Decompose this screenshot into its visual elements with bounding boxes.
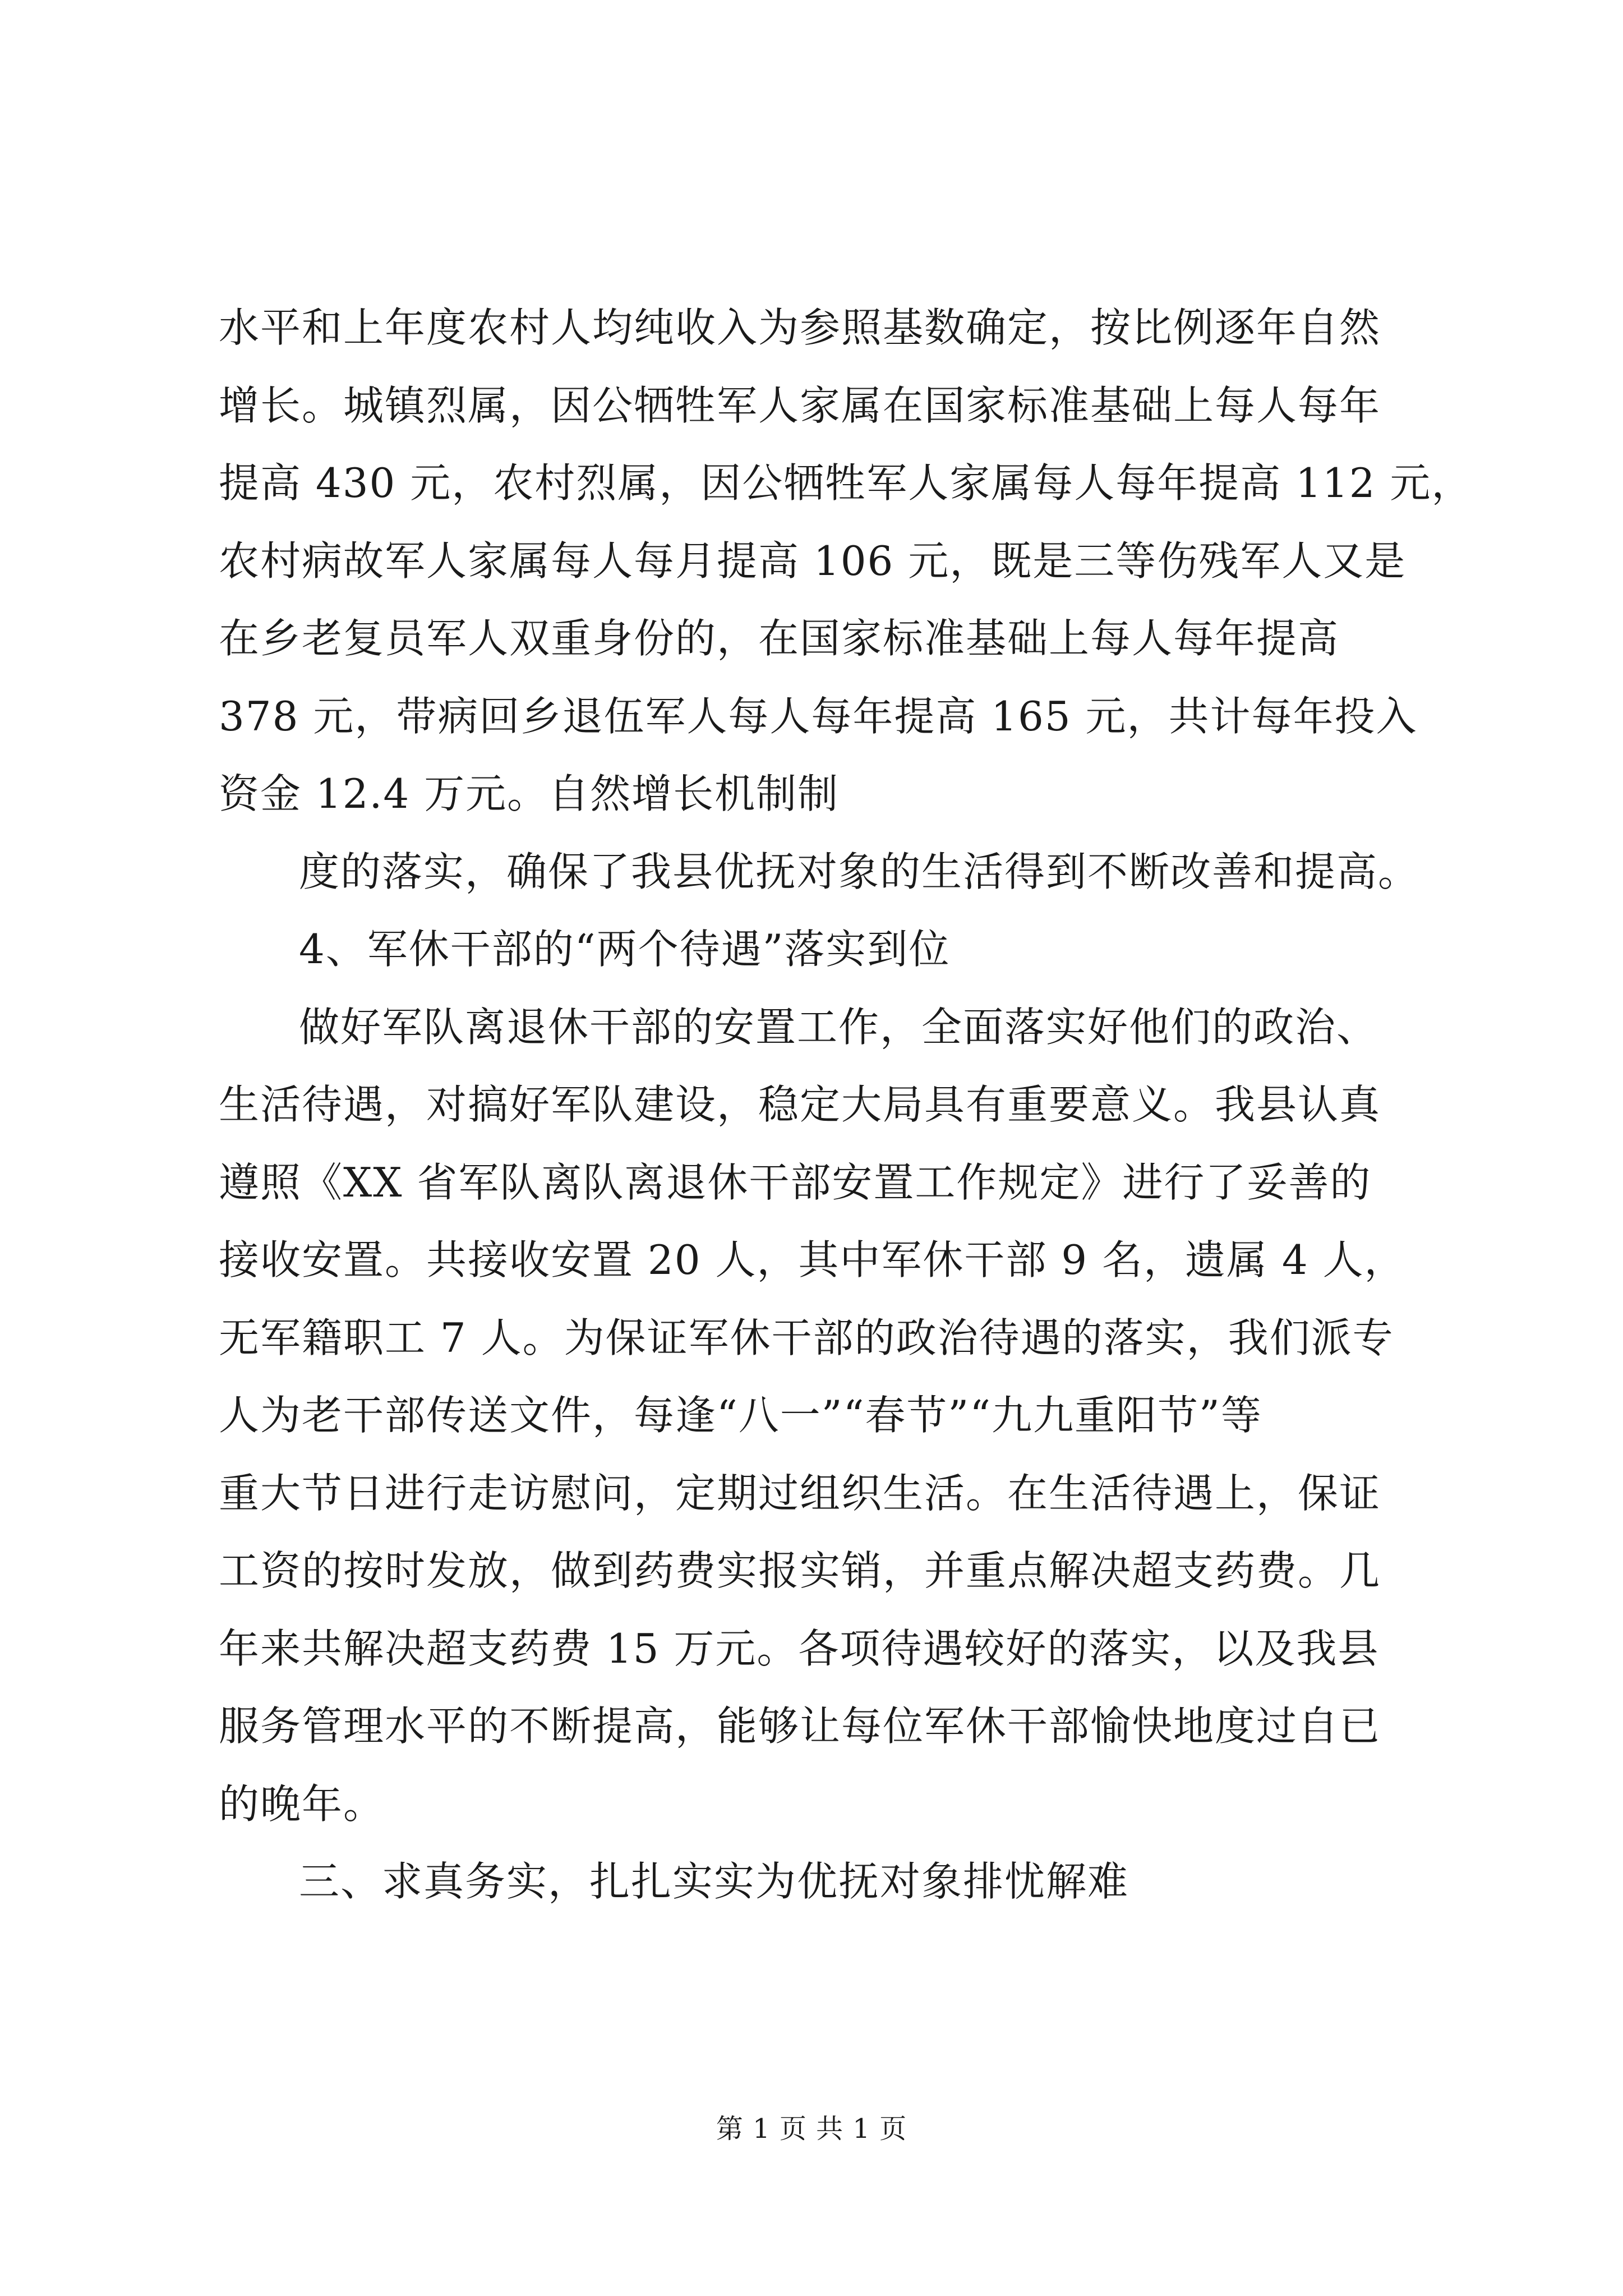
- paragraph-line: 工资的按时发放，做到药费实报实销，并重点解决超支药费。几: [219, 1547, 1381, 1594]
- paragraph-line: 人为老干部传送文件，每逢“八一”“春节”“九九重阳节”等: [219, 1392, 1262, 1439]
- paragraph-line: 服务管理水平的不断提高，能够让每位军休干部愉快地度过自已: [219, 1703, 1381, 1750]
- paragraph-line: 农村病故军人家属每人每月提高 106 元，既是三等伤残军人又是: [219, 537, 1407, 585]
- paragraph-line: 生活待遇，对搞好军队建设，稳定大局具有重要意义。我县认真: [219, 1081, 1381, 1128]
- section-heading: 三、求真务实，扎扎实实为优抚对象排忧解难: [299, 1858, 1129, 1905]
- paragraph-line: 资金 12.4 万元。自然增长机制制: [219, 770, 840, 817]
- page-footer: 第 1 页 共 1 页: [716, 2113, 907, 2145]
- paragraph-line: 水平和上年度农村人均纯收入为参照基数确定，按比例逐年自然: [219, 304, 1381, 351]
- section-heading: 4、军休干部的“两个待遇”落实到位: [299, 926, 951, 973]
- paragraph-line: 度的落实，确保了我县优抚对象的生活得到不断改善和提高。: [299, 848, 1420, 895]
- paragraph-line: 年来共解决超支药费 15 万元。各项待遇较好的落实，以及我县: [219, 1625, 1380, 1672]
- paragraph-line: 遵照《XX 省军队离队离退休干部安置工作规定》进行了妥善的: [219, 1159, 1372, 1206]
- paragraph-line: 做好军队离退休干部的安置工作，全面落实好他们的政治、: [299, 1004, 1378, 1051]
- paragraph-line: 378 元，带病回乡退伍军人每人每年提高 165 元，共计每年投入: [219, 693, 1418, 740]
- paragraph-line: 增长。城镇烈属，因公牺牲军人家属在国家标准基础上每人每年: [219, 382, 1381, 429]
- paragraph-line: 提高 430 元，农村烈属，因公牺牲军人家属每人每年提高 112 元，: [219, 459, 1473, 507]
- paragraph-line: 的晚年。: [219, 1780, 385, 1828]
- paragraph-line: 在乡老复员军人双重身份的，在国家标准基础上每人每年提高: [219, 615, 1340, 662]
- paragraph-line: 接收安置。共接收安置 20 人，其中军休干部 9 名，遗属 4 人，: [219, 1236, 1406, 1283]
- paragraph-line: 重大节日进行走访慰问，定期过组织生活。在生活待遇上，保证: [219, 1470, 1381, 1517]
- paragraph-line: 无军籍职工 7 人。为保证军休干部的政治待遇的落实，我们派专: [219, 1314, 1394, 1361]
